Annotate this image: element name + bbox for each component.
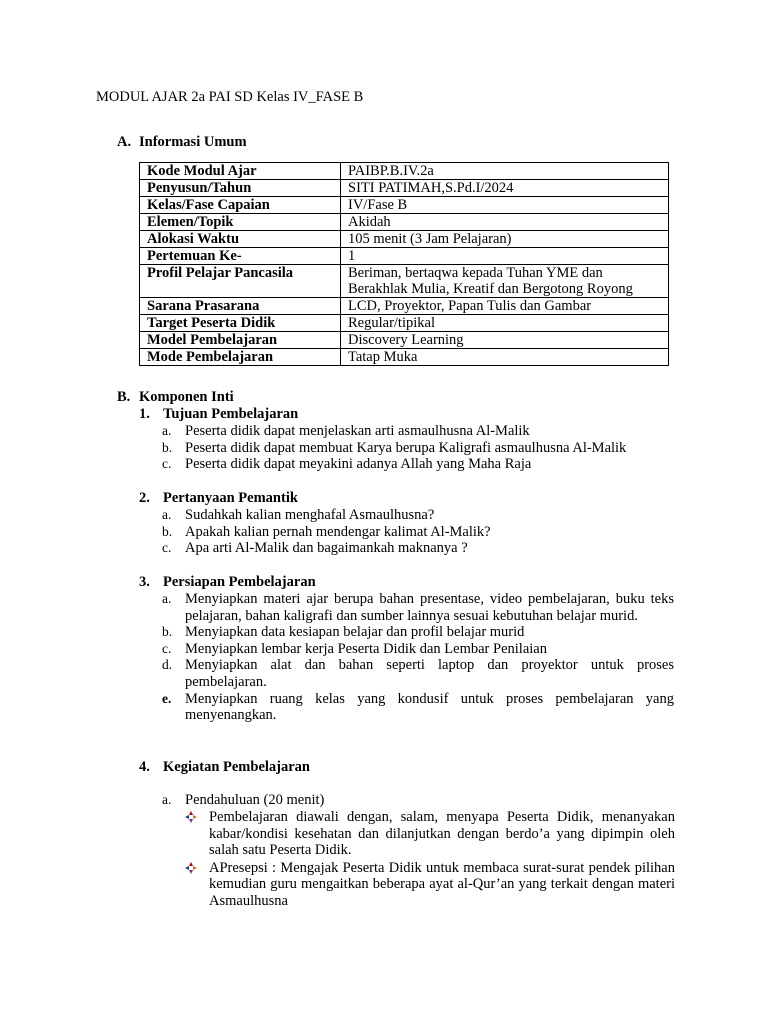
list-text: Peserta didik dapat membuat Karya berupa Kaligrafi asmaulhusna Al-Malik bbox=[185, 439, 627, 456]
list-letter: a. bbox=[162, 792, 172, 807]
bullet-text: Pembelajaran diawali dengan, salam, menyapa Peserta Didik, menanyakan kabar/kondisi kesehatan dan dilanjutkan dengan berdo’a yang dipimpin oleh salah satu Peserta Didik. bbox=[209, 809, 675, 859]
list-letter: e. bbox=[162, 690, 172, 706]
table-key: Kelas/Fase Capaian bbox=[140, 197, 341, 214]
table-value-line: Beriman, bertaqwa kepada Tuhan YME dan bbox=[348, 265, 603, 281]
subsection-title: Tujuan Pembelajaran bbox=[163, 406, 299, 422]
table-row bbox=[140, 214, 669, 231]
table-value: Akidah bbox=[341, 214, 669, 231]
table-row bbox=[140, 197, 669, 214]
table-row bbox=[140, 265, 669, 298]
four-arrows-bullet-icon bbox=[185, 862, 197, 874]
subsection-title: Pertanyaan Pemantik bbox=[163, 490, 298, 506]
table-key: Target Peserta Didik bbox=[140, 315, 341, 332]
table-key: Model Pembelajaran bbox=[140, 332, 341, 349]
table-row bbox=[140, 332, 669, 349]
table-key: Profil Pelajar Pancasila bbox=[140, 265, 341, 298]
section-b-title: Komponen Inti bbox=[139, 389, 234, 405]
bullet-item bbox=[185, 809, 675, 859]
kegiatan-list bbox=[162, 792, 674, 809]
list-letter: b. bbox=[162, 523, 173, 539]
section-a-title: Informasi Umum bbox=[139, 134, 247, 150]
list-letter: b. bbox=[162, 624, 173, 640]
table-value: SITI PATIMAH,S.Pd.I/2024 bbox=[341, 180, 669, 197]
table-key: Mode Pembelajaran bbox=[140, 349, 341, 366]
subsection-tujuan-heading bbox=[139, 406, 298, 423]
list-text: Peserta didik dapat meyakini adanya Allah yang Maha Raja bbox=[185, 456, 532, 473]
list-item bbox=[162, 440, 674, 457]
list-item bbox=[162, 524, 674, 541]
table-row bbox=[140, 231, 669, 248]
list-item bbox=[162, 591, 674, 624]
bullet-text: APresepsi : Mengajak Peserta Didik untuk membaca surat-surat pendek pilihan kemudian guru mengaitkan beberapa ayat al-Qur’an yang terkait dengan materi Asmaulhusna bbox=[209, 859, 675, 909]
list-text: Peserta didik dapat menjelaskan arti asmaulhusna Al-Malik bbox=[185, 423, 530, 439]
section-b-mark: B. bbox=[117, 389, 131, 405]
table-row bbox=[140, 315, 669, 332]
table-value-multiline bbox=[341, 265, 669, 298]
pertanyaan-list bbox=[162, 507, 674, 557]
table-value: PAIBP.B.IV.2a bbox=[341, 163, 669, 180]
subsection-kegiatan-heading bbox=[139, 759, 310, 776]
subsection-number: 3. bbox=[139, 574, 150, 590]
table-key: Elemen/Topik bbox=[140, 214, 341, 231]
table-row bbox=[140, 180, 669, 197]
list-letter: d. bbox=[162, 657, 173, 673]
list-letter: a. bbox=[162, 423, 172, 438]
bullet-item bbox=[185, 860, 675, 910]
table-value: LCD, Proyektor, Papan Tulis dan Gambar bbox=[341, 298, 669, 315]
section-a-mark: A. bbox=[117, 134, 132, 150]
list-text: Apa arti Al-Malik dan bagaimankah maknanya ? bbox=[185, 540, 468, 557]
subsection-number: 4. bbox=[139, 759, 150, 775]
table-key: Pertemuan Ke- bbox=[140, 248, 341, 265]
list-text: Menyiapkan lembar kerja Peserta Didik dan Lembar Penilaian bbox=[185, 640, 547, 657]
list-item bbox=[162, 641, 674, 658]
list-text: Menyiapkan ruang kelas yang kondusif untuk proses pembelajaran yang menyenangkan. bbox=[185, 690, 674, 724]
list-letter: c. bbox=[162, 456, 172, 472]
table-key: Sarana Prasarana bbox=[140, 298, 341, 315]
list-text: Menyiapkan materi ajar berupa bahan presentase, video pembelajaran, buku teks pelajaran, bahan kaligrafi dan sumber lainnya sesuai kebutuhan belajar murid. bbox=[185, 591, 674, 624]
list-item bbox=[162, 456, 674, 473]
section-b-heading bbox=[117, 389, 234, 406]
list-text: Sudahkah kalian menghafal Asmaulhusna? bbox=[185, 507, 435, 523]
table-value: Tatap Muka bbox=[341, 349, 669, 366]
list-text: Apakah kalian pernah mendengar kalimat Al-Malik? bbox=[185, 523, 491, 540]
four-arrows-bullet-icon bbox=[185, 811, 197, 823]
table-key: Alokasi Waktu bbox=[140, 231, 341, 248]
table-value: 1 bbox=[341, 248, 669, 265]
list-item bbox=[162, 540, 674, 557]
list-item bbox=[162, 423, 674, 440]
subsection-persiapan-heading bbox=[139, 574, 316, 591]
table-value: 105 menit (3 Jam Pelajaran) bbox=[341, 231, 669, 248]
list-letter: a. bbox=[162, 591, 172, 606]
persiapan-list bbox=[162, 591, 674, 724]
list-letter: c. bbox=[162, 540, 172, 556]
table-row bbox=[140, 349, 669, 366]
table-value: Discovery Learning bbox=[341, 332, 669, 349]
list-item bbox=[162, 691, 674, 724]
table-value: IV/Fase B bbox=[341, 197, 669, 214]
list-letter: b. bbox=[162, 439, 173, 455]
subsection-number: 2. bbox=[139, 490, 150, 506]
list-text: Menyiapkan data kesiapan belajar dan profil belajar murid bbox=[185, 624, 525, 641]
document-title: MODUL AJAR 2a PAI SD Kelas IV_FASE B bbox=[96, 89, 364, 105]
subsection-pertanyaan-heading bbox=[139, 490, 298, 507]
tujuan-list bbox=[162, 423, 674, 473]
table-row bbox=[140, 248, 669, 265]
table-row bbox=[140, 298, 669, 315]
table-key: Penyusun/Tahun bbox=[140, 180, 341, 197]
table-value: Regular/tipikal bbox=[341, 315, 669, 332]
table-row bbox=[140, 163, 669, 180]
pendahuluan-bullets bbox=[185, 809, 675, 911]
info-table bbox=[139, 162, 669, 366]
subsection-title: Kegiatan Pembelajaran bbox=[163, 759, 310, 775]
table-value-line: Berakhlak Mulia, Kreatif dan Bergotong Royong bbox=[348, 281, 633, 297]
list-item bbox=[162, 507, 674, 524]
list-item bbox=[162, 792, 674, 809]
subsection-number: 1. bbox=[139, 406, 150, 422]
list-item bbox=[162, 657, 674, 690]
list-text: Pendahuluan (20 menit) bbox=[185, 792, 325, 808]
list-letter: a. bbox=[162, 507, 172, 522]
section-a-heading bbox=[117, 134, 247, 151]
table-key: Kode Modul Ajar bbox=[140, 163, 341, 180]
subsection-title: Persiapan Pembelajaran bbox=[163, 574, 316, 590]
list-text: Menyiapkan alat dan bahan seperti laptop dan proyektor untuk proses pembelajaran. bbox=[185, 657, 674, 690]
list-item bbox=[162, 624, 674, 641]
list-letter: c. bbox=[162, 640, 172, 656]
